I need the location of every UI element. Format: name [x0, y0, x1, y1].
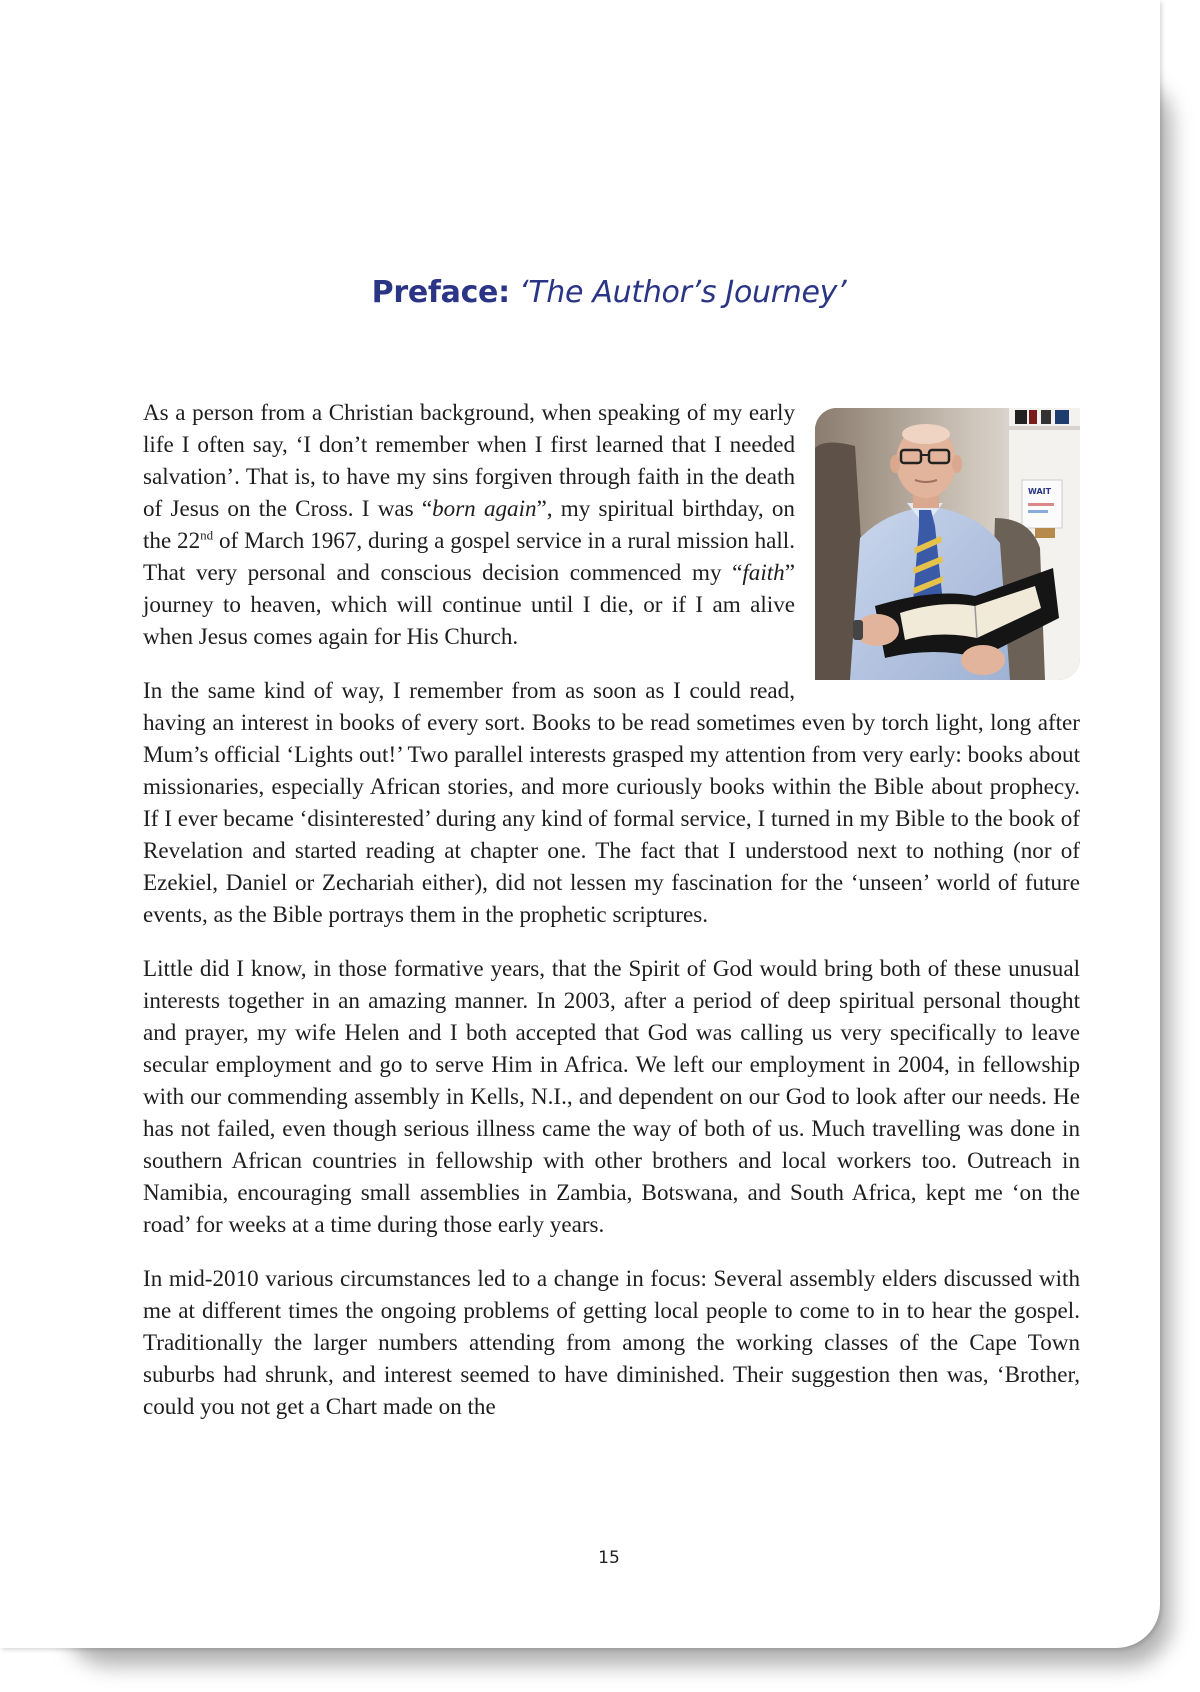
- title-italic: ‘The Author’s Journey’: [519, 275, 847, 310]
- paragraph-3: Little did I know, in those formative years, that the Spirit of God would bring both of these unusual interests together in an amazing manner. In 2003, after a period of deep spiritual personal thought and prayer, my wife Helen and I both accepted that God was calling us very specifically to leave secular employment and go to serve Him in Africa. We left our employment in 2004, in fellowship with our commending assembly in Kells, N.I., and dependent on our God to look after our needs. He has not failed, even though serious illness came the way of both of us. Much travelling was done in southern African countries in fellowship with other brothers and local workers too. Outreach in Namibia, encouraging small assemblies in Zambia, Botswana, and South Africa, kept me ‘on the road’ for weeks at a time during those early years.: [143, 955, 1080, 1237]
- page-title: [0, 275, 1200, 310]
- paragraph-1: [143, 396, 1080, 652]
- page-number: 15: [598, 1548, 620, 1568]
- p1-faith: faith: [742, 559, 785, 585]
- title-bold: Preface:: [371, 275, 510, 310]
- author-photo: [815, 408, 1080, 680]
- p1-text-b: ”, my spiritual birthday, on the 22: [143, 495, 795, 553]
- body-text: [143, 396, 1080, 1444]
- paragraph-4: In mid-2010 various circumstances led to a change in focus: Several assembly elders discussed with me at different times the ongoing problems of getting local people to come to in to hear the gospel. Traditionally the larger numbers attending from among the working classes of the Cape Town suburbs had shrunk, and interest seemed to have diminished. Their suggestion then was, ‘Brother, could you not get a Chart made on the: [143, 1265, 1080, 1419]
- p1-text-d: ” journey to heaven, which will continue until I die, or if I am alive when Jesus comes again for His Church.: [143, 559, 795, 649]
- p1-text-c: of March 1967, during a gospel service in a rural mission hall. That very personal and conscious decision commenced my “: [143, 527, 795, 585]
- paragraph-2: In the same kind of way, I remember from as soon as I could read, having an interest in books of every sort. Books to be read sometimes even by torch light, long after Mum’s official ‘Lights out!’ Two parallel interests grasped my attention from very early: books about missionaries, especially African stories, and more curiously books within the Bible about prophecy. If I ever became ‘disinterested’ during any kind of formal service, I turned in my Bible to the book of Revelation and started reading at chapter one. The fact that I understood next to nothing (nor of Ezekiel, Daniel or Zechariah either), did not lessen my fascination for the ‘unseen’ world of future events, as the Bible portrays them in the prophetic scriptures.: [143, 677, 1080, 927]
- p1-date-suffix: nd: [200, 527, 214, 543]
- p1-text-a: As a person from a Christian background, when speaking of my early life I often say, ‘I don’t remember when I first learned that I needed salvation’. That is, to have my sins forgiven through faith in the death of Jesus on the Cross. I was “: [143, 399, 795, 521]
- sign-text: WAIT: [1028, 487, 1052, 496]
- p1-born-again: born again: [432, 495, 537, 521]
